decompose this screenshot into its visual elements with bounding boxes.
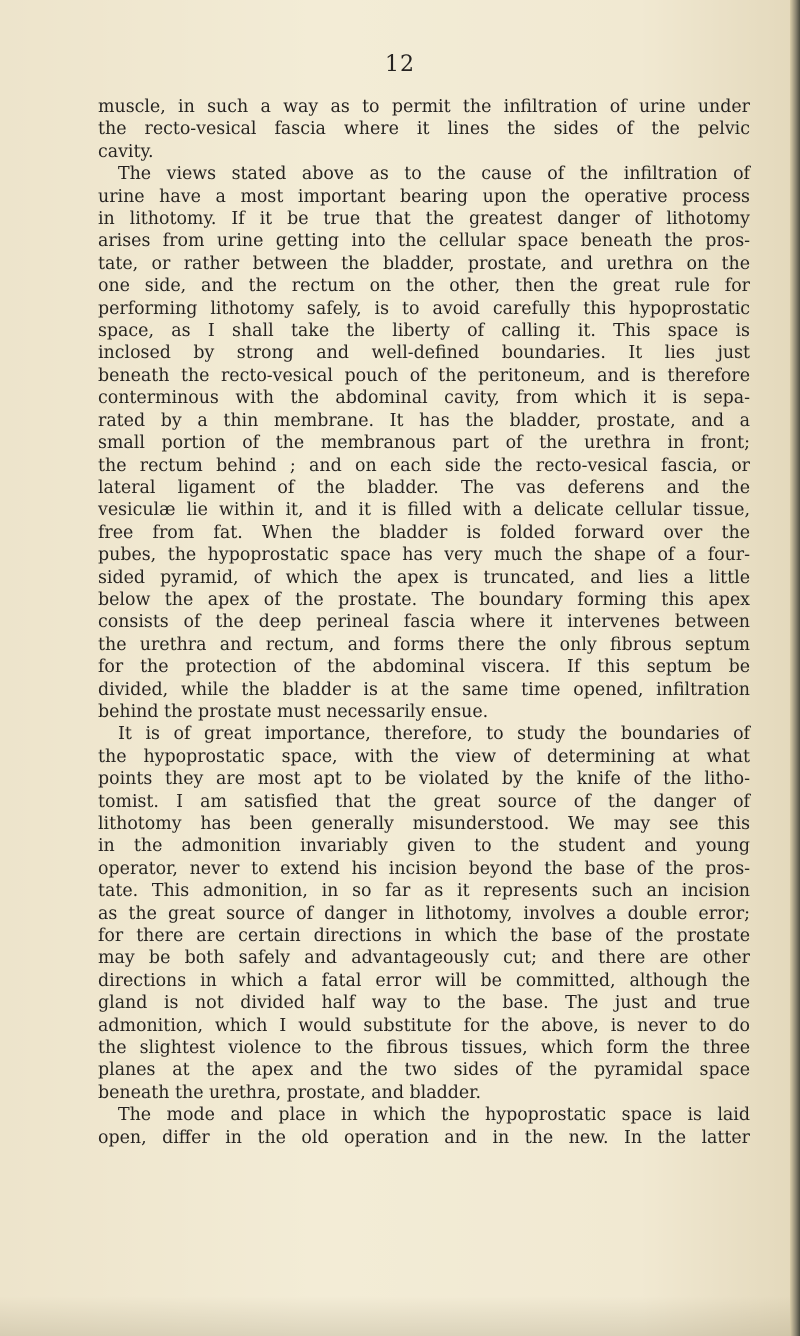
text-line: performing lithotomy safely, is to avoid carefully this hypoprostatic: [98, 298, 750, 319]
body-text: [98, 96, 750, 1149]
text-line: cavity.: [98, 141, 154, 162]
text-line: arises from urine getting into the cellular space beneath the pros-: [98, 231, 750, 252]
text-line: one side, and the rectum on the other, then the great rule for: [98, 276, 750, 297]
text-line: may be both safely and advantageously cut; and there are other: [98, 948, 750, 969]
page-edge: [790, 0, 800, 1336]
text-line: muscle, in such a way as to permit the infiltration of urine under: [98, 97, 750, 117]
text-line: pubes, the hypoprostatic space has very much the shape of a four-: [98, 545, 750, 566]
text-line: for there are certain directions in which the base of the prostate: [98, 926, 750, 947]
text-line: gland is not divided half way to the base. The just and true: [98, 993, 750, 1014]
text-line: the urethra and rectum, and forms there the only fibrous septum: [98, 634, 750, 655]
text-line: in the admonition invariably given to the student and young: [98, 836, 750, 857]
text-line: operator, never to extend his incision beyond the base of the pros-: [98, 858, 750, 879]
text-line: tate. This admonition, in so far as it represents such an incision: [98, 881, 750, 902]
text-line: It is of great importance, therefore, to study the boundaries of: [118, 724, 750, 745]
text-line: for the protection of the abdominal viscera. If this septum be: [98, 657, 750, 678]
text-line: planes at the apex and the two sides of the pyramidal space: [98, 1060, 750, 1081]
text-line: The views stated above as to the cause of the infiltration of: [118, 164, 750, 185]
text-line: beneath the recto-vesical pouch of the peritoneum, and is therefore: [98, 365, 750, 386]
text-line: beneath the urethra, prostate, and bladder.: [98, 1082, 482, 1103]
page-number: 12: [385, 52, 415, 77]
text-line: the slightest violence to the fibrous tissues, which form the three: [98, 1038, 750, 1059]
text-line: inclosed by strong and well-defined boundaries. It lies just: [98, 343, 750, 364]
text-line: sided pyramid, of which the apex is truncated, and lies a little: [98, 567, 750, 588]
text-line: urine have a most important bearing upon the operative process: [98, 186, 750, 207]
page-bottom-shadow: [0, 1296, 800, 1336]
text-line: rated by a thin membrane. It has the bladder, prostate, and a: [98, 410, 750, 431]
text-line: space, as I shall take the liberty of calling it. This space is: [98, 321, 750, 342]
text-line: vesiculæ lie within it, and it is filled with a delicate cellular tissue,: [98, 500, 750, 521]
text-line: the rectum behind ; and on each side the recto-vesical fascia, or: [98, 455, 750, 476]
text-line: the recto-vesical fascia where it lines the sides of the pelvic: [98, 119, 750, 140]
text-line: points they are most apt to be violated by the knife of the litho-: [98, 769, 750, 790]
text-line: below the apex of the prostate. The boundary forming this apex: [98, 589, 750, 610]
text-line: divided, while the bladder is at the same time opened, infiltration: [98, 679, 750, 700]
text-line: the hypoprostatic space, with the view of determining at what: [98, 746, 750, 767]
text-line: in lithotomy. If it be true that the greatest danger of lithotomy: [98, 209, 750, 230]
text-line: as the great source of danger in lithotomy, involves a double error;: [98, 903, 750, 924]
text-line: tomist. I am satisfied that the great source of the danger of: [98, 791, 750, 812]
text-line: consists of the deep perineal fascia where it intervenes between: [98, 612, 750, 633]
text-line: lithotomy has been generally misunderstood. We may see this: [98, 814, 750, 834]
text-line: tate, or rather between the bladder, prostate, and urethra on the: [98, 253, 750, 274]
text-line: The mode and place in which the hypoprostatic space is laid: [118, 1105, 750, 1126]
text-line: lateral ligament of the bladder. The vas deferens and the: [98, 477, 750, 498]
text-line: open, differ in the old operation and in the new. In the latter: [98, 1127, 750, 1148]
text-line: behind the prostate must necessarily ensue.: [98, 701, 489, 722]
text-line: conterminous with the abdominal cavity, from which it is sepa-: [98, 388, 750, 409]
text-line: small portion of the membranous part of the urethra in front;: [98, 433, 750, 454]
text-line: admonition, which I would substitute for the above, is never to do: [98, 1015, 750, 1036]
text-line: directions in which a fatal error will be committed, although the: [98, 970, 750, 991]
text-line: free from fat. When the bladder is folded forward over the: [98, 522, 750, 543]
